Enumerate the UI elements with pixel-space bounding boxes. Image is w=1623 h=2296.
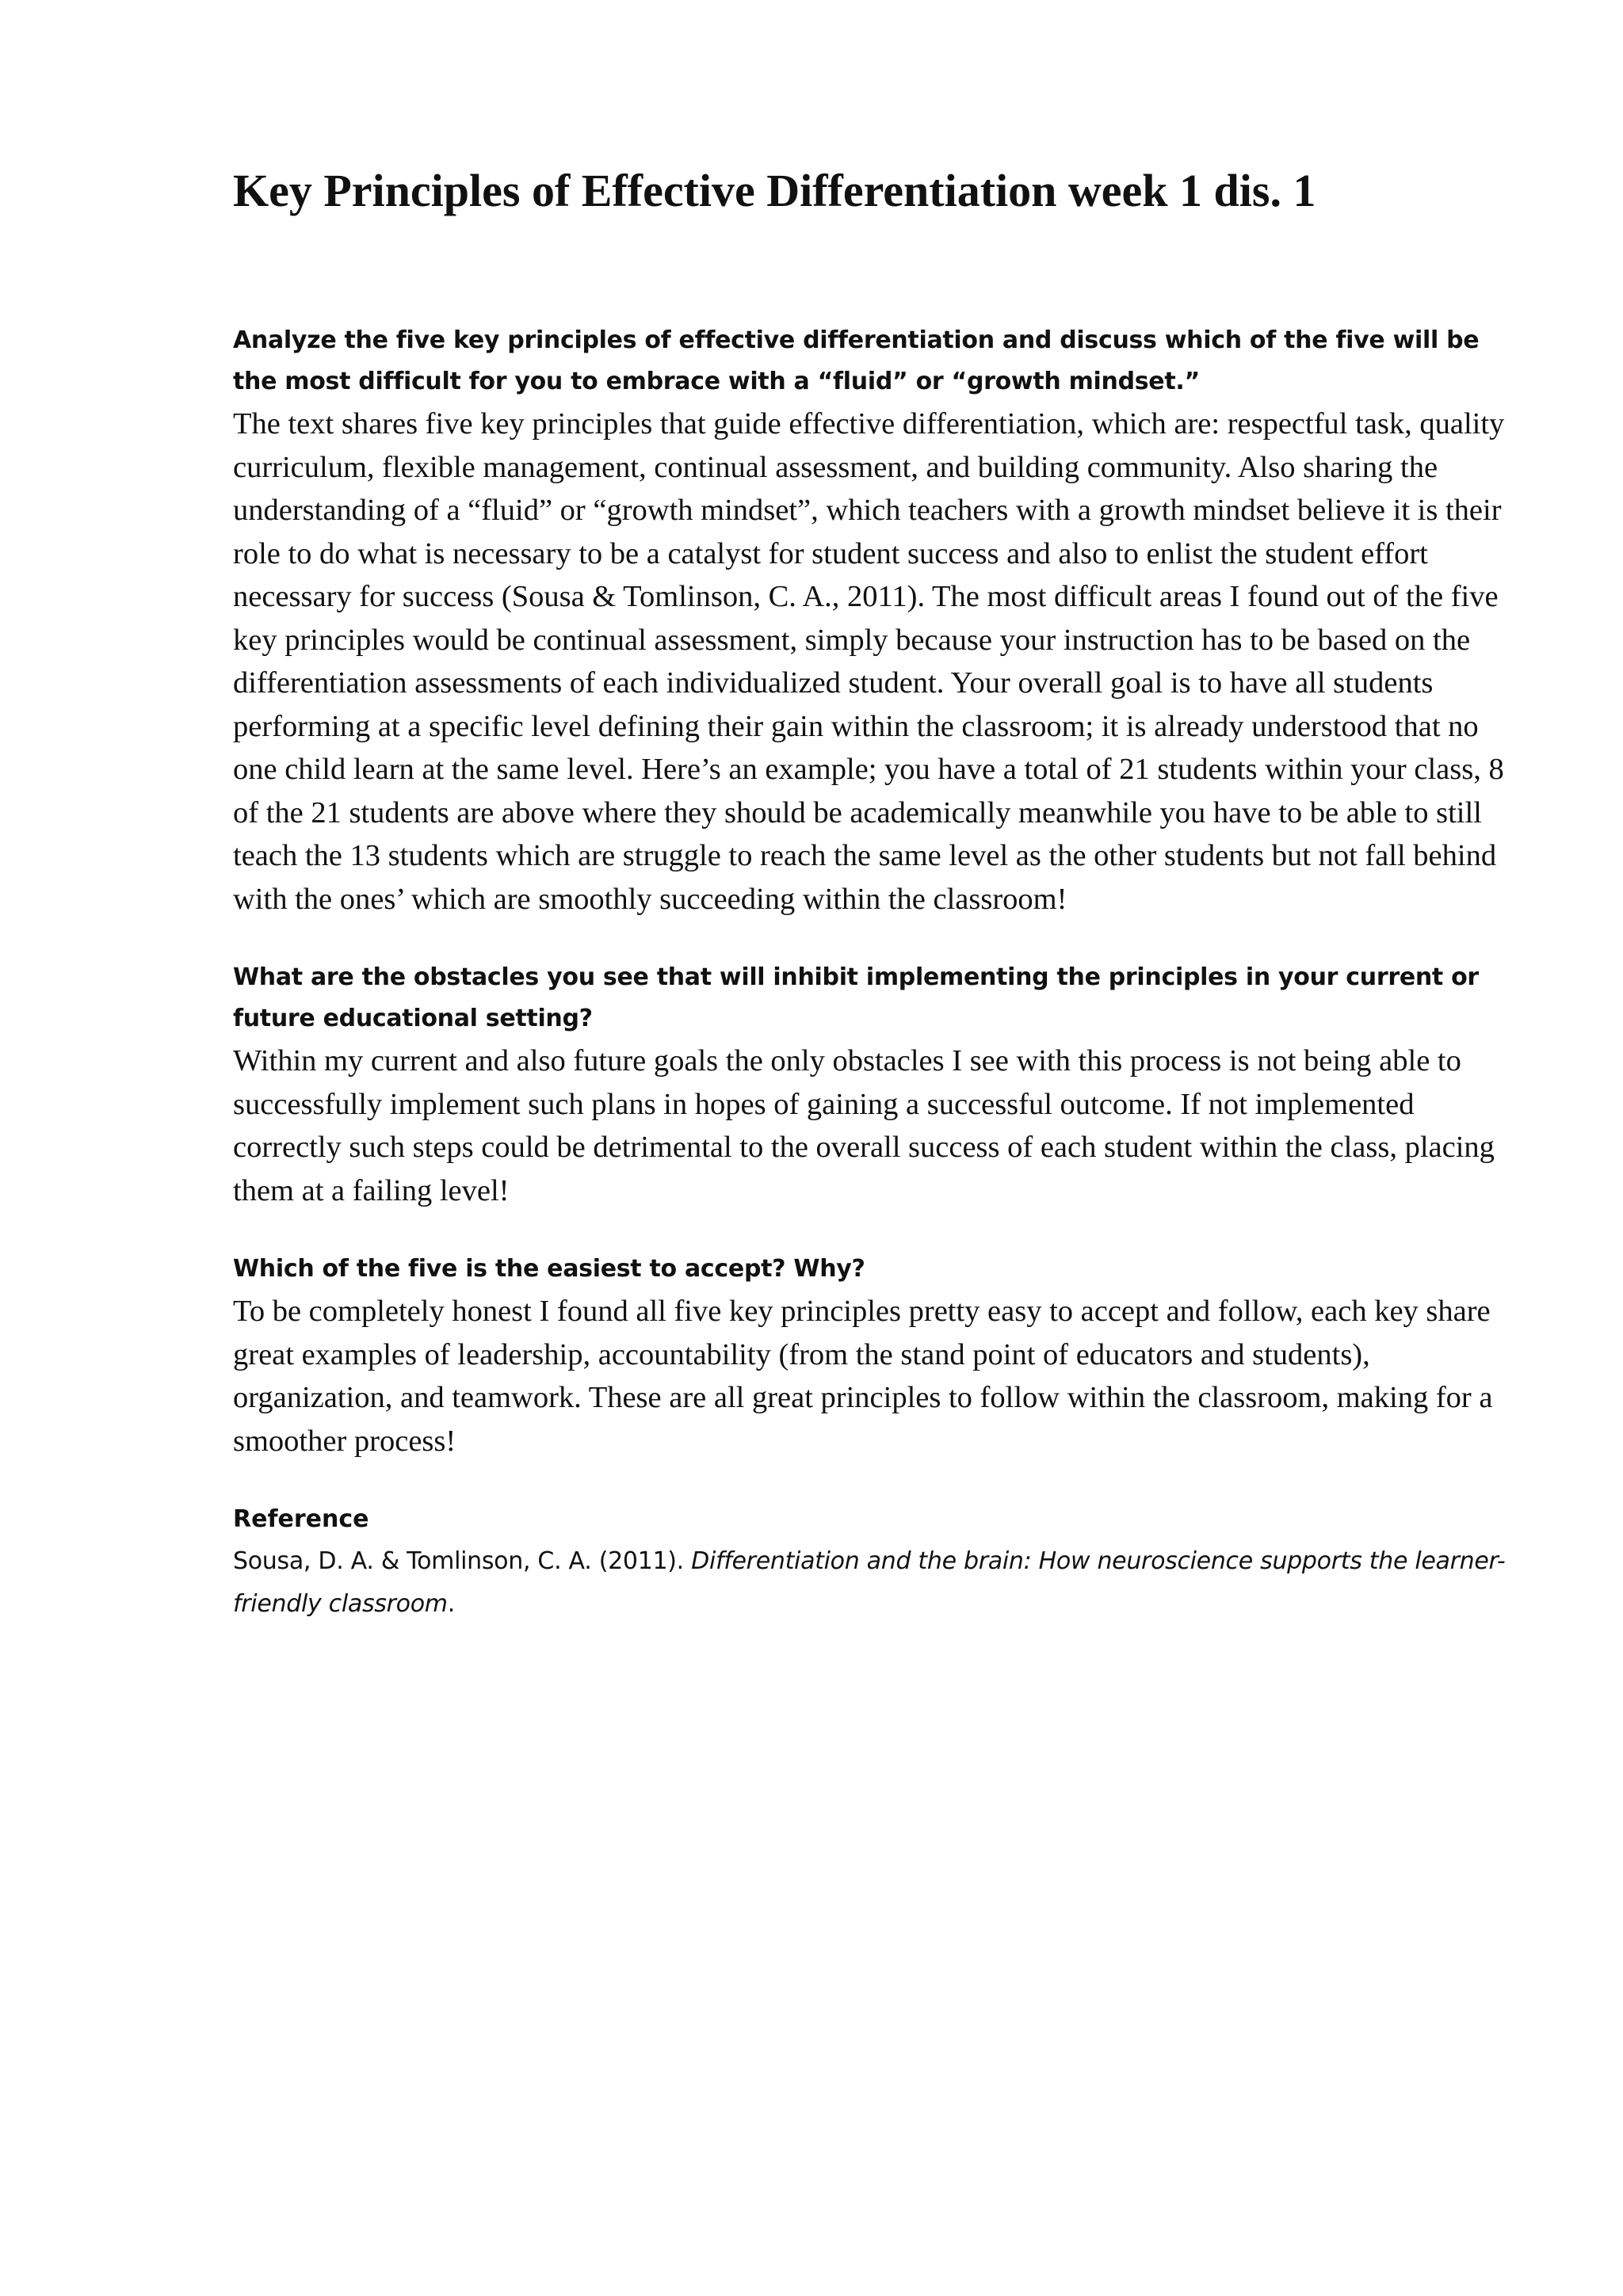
question-3: Which of the five is the easiest to accept? Why? [233, 1255, 865, 1283]
document-title: Key Principles of Effective Differentiation week 1 dis. 1 [233, 165, 1316, 216]
question-2: What are the obstacles you see that will inhibit implementing the principles in your current or future educational setting? [233, 963, 1479, 1032]
reference-end: . [447, 1590, 455, 1618]
question-1: Analyze the five key principles of effective differentiation and discuss which of the five will be the most difficult for you to embrace with a “fluid” or “growth mindset.” [233, 326, 1480, 395]
answer-2: Within my current and also future goals the only obstacles I see with this process is not being able to successfully implement such plans in hopes of gaining a successful outcome. If not implemented correctly such steps could be detrimental to the overall success of each student within the class, placing them at a failing level! [233, 1044, 1495, 1207]
answer-1: The text shares five key principles that guide effective differentiation, which are: respectful task, quality curriculum, flexible management, continual assessment, and building community. Also sharing the understanding of a “fluid” or “growth mindset”, which teachers with a growth mindset believe it is their role to do what is necessary to be a catalyst for student success and also to enlist the student effort necessary for success (Sousa & Tomlinson, C. A., 2011). The most difficult areas I found out of the five key principles would be continual assessment, simply because your instruction has to be based on the differentiation assessments of each individualized student. Your overall goal is to have all students performing at a specific level defining their gain within the classroom; it is already understood that no one child learn at the same level. Here’s an example; you have a total of 21 students within your class, 8 of the 21 students are above where they should be academically meanwhile you have to be able to still teach the 13 students which are struggle to reach the same level as the other students but not fall behind with the ones’ which are smoothly succeeding within the classroom! [233, 407, 1505, 916]
reference-heading: Reference [233, 1505, 369, 1533]
document-content [233, 155, 1517, 1626]
reference-citation [233, 1540, 1517, 1626]
reference-work-title: Differentiation and the brain: How neuroscience supports the learner-friendly classroom [233, 1547, 1506, 1618]
reference-authors: Sousa, D. A. & Tomlinson, C. A. (2011). [233, 1547, 692, 1575]
answer-3: To be completely honest I found all five key principles pretty easy to accept and follow, each key share great examples of leadership, accountability (from the stand point of educators and students), organization, and teamwork. These are all great principles to follow within the classroom, making for a smoother process! [233, 1295, 1493, 1458]
